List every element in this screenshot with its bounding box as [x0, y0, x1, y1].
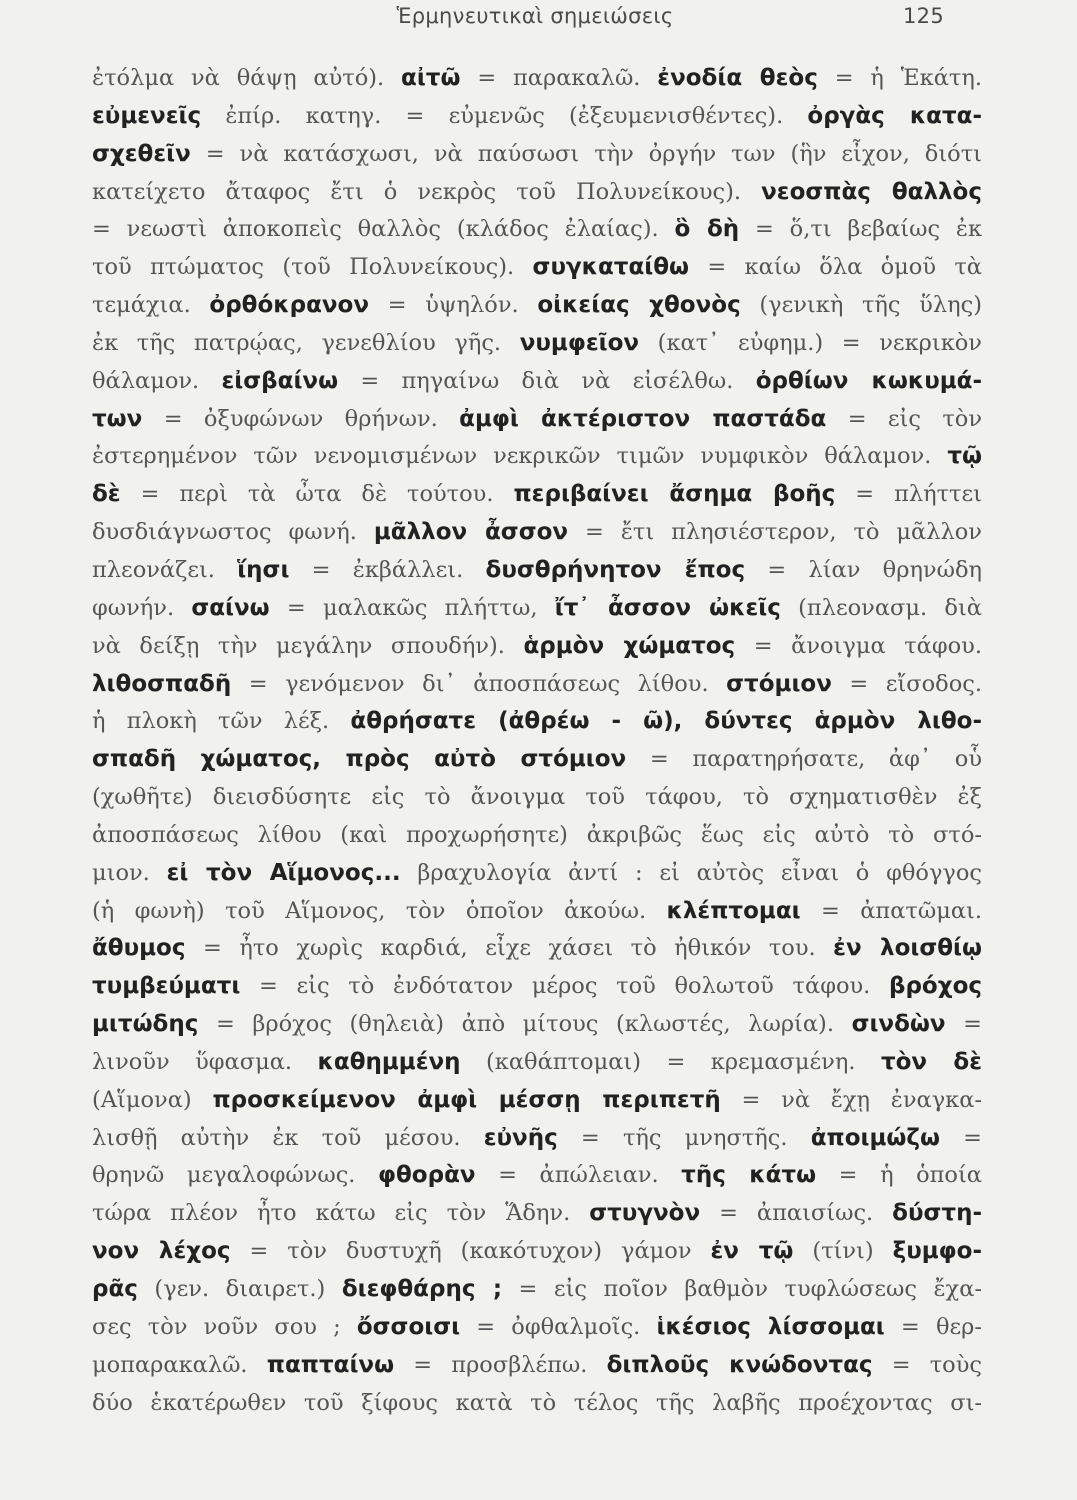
lemma: εἰσβαίνω — [221, 367, 339, 394]
gloss-text: = προσβλέπω. — [394, 1351, 607, 1378]
gloss-text: = παρακαλῶ. — [460, 65, 658, 91]
gloss-text: θάλαμον. — [92, 367, 222, 394]
gloss-text: = τοὺς — [872, 1351, 982, 1378]
text-line — [92, 363, 982, 401]
gloss-text: θρηνῶ μεγαλοφώνως. — [92, 1162, 379, 1189]
gloss-text: = εἰς τὸν — [826, 405, 982, 432]
text-line — [92, 1233, 982, 1271]
lemma: νυμφεῖον — [519, 329, 640, 356]
text-line — [92, 211, 982, 249]
page-number: 125 — [903, 4, 944, 28]
lemma: εὐμενεῖς — [92, 102, 202, 129]
lemma: ἵησι — [237, 556, 290, 583]
lemma: οἰκείας χθονὸς — [537, 292, 741, 319]
gloss-text: = — [945, 1011, 982, 1038]
gloss-text: = λίαν θρηνώδη — [745, 556, 982, 583]
lemma: ὀργὰς κατα- — [807, 102, 982, 129]
lemma: δὲ — [92, 481, 121, 508]
text-line — [92, 98, 982, 136]
gloss-text: = εἴσοδος. — [831, 670, 982, 697]
gloss-text: = τῆς μνηστῆς. — [557, 1124, 811, 1151]
text-line — [92, 1044, 982, 1082]
commentary-text — [92, 60, 982, 1422]
lemma: νεοσπὰς θαλλὸς — [761, 178, 982, 205]
lemma: τὸν δὲ — [880, 1048, 982, 1075]
lemma: δυσθρήνητον ἔπος — [485, 556, 746, 583]
lemma: ἄθυμος — [92, 935, 186, 962]
gloss-text: (πλεονασμ. διὰ — [780, 594, 982, 621]
text-line — [92, 1347, 982, 1385]
lemma: βρόχος — [889, 973, 982, 1000]
gloss-text: τοῦ πτώματος (τοῦ Πολυνείκους). — [92, 254, 533, 281]
lemma: αἰτῶ — [401, 65, 461, 91]
text-line — [92, 60, 982, 98]
gloss-text: = πλήττει — [835, 481, 982, 508]
lemma: ὀρθίων κωκυμά- — [755, 367, 982, 394]
text-line — [92, 590, 982, 628]
text-line — [92, 666, 982, 704]
gloss-text: = γενόμενον δι᾽ ἀποσπάσεως λίθου. — [231, 670, 727, 697]
text-line — [92, 930, 982, 968]
gloss-text: ἐστερημένον τῶν νενομισμένων νεκρικῶν τιμῶν νυμφικὸν θάλαμον. — [92, 443, 948, 470]
text-line — [92, 174, 982, 212]
text-line — [92, 1309, 982, 1347]
lemma: εὐνῆς — [483, 1124, 558, 1151]
gloss-text: βραχυλογία ἀντί : εἰ αὐτὸς εἶναι ὁ φθόγγος — [400, 859, 982, 886]
lemma: μιτώδης — [92, 1011, 199, 1038]
gloss-text: τεμάχια. — [92, 292, 210, 319]
gloss-text: (Αἵμονα) — [92, 1086, 213, 1113]
gloss-text: = νεωστὶ ἀποκοπεὶς θαλλὸς (κλάδος ἐλαίας). — [92, 216, 675, 243]
gloss-text: ἀποσπάσεως λίθου (καὶ προχωρήσητε) ἀκριβῶς ἕως εἰς αὐτὸ τὸ στό- — [92, 821, 982, 848]
gloss-text: πλεονάζει. — [92, 556, 238, 583]
text-line — [92, 249, 982, 287]
lemma: νον λέχος — [92, 1238, 231, 1265]
lemma: ρᾶς — [92, 1276, 138, 1302]
text-line — [92, 741, 982, 779]
gloss-text: ἐπίρ. κατηγ. = εὐμενῶς (ἐξευμενισθέντες). — [201, 102, 808, 129]
text-line — [92, 1120, 982, 1158]
gloss-text: φωνήν. — [92, 594, 192, 621]
gloss-text: λινοῦν ὕφασμα. — [92, 1048, 318, 1075]
gloss-text: λισθῇ αὐτὴν ἐκ τοῦ μέσου. — [92, 1124, 484, 1151]
lemma: λιθοσπαδῆ — [92, 670, 232, 697]
gloss-text: ἡ πλοκὴ τῶν λέξ. — [92, 708, 351, 735]
lemma: κλέπτομαι — [666, 897, 801, 924]
gloss-text: = ὅ,τι βεβαίως ἐκ — [739, 216, 982, 243]
lemma: ἱκέσιος λίσσομαι — [656, 1313, 885, 1340]
lemma: των — [92, 405, 143, 432]
gloss-text: μοπαρακαλῶ. — [92, 1351, 267, 1378]
gloss-text: = τὸν δυστυχῆ (κακότυχον) γάμον — [230, 1238, 711, 1265]
lemma: διπλοῦς κνώδοντας — [606, 1351, 873, 1378]
text-line — [92, 1082, 982, 1120]
gloss-text: δύο ἑκατέρωθεν τοῦ ξίφους κατὰ τὸ τέλος τῆς λαβῆς προέχοντας σι- — [92, 1389, 982, 1416]
lemma: ὃ δὴ — [674, 216, 740, 243]
text-line — [92, 855, 982, 893]
lemma: ἀθρήσατε (ἀθρέω - ῶ), δύντες ἁρμὸν λιθο- — [350, 708, 982, 735]
gloss-text: σες τὸν νοῦν σου ; — [92, 1313, 357, 1340]
running-header — [90, 4, 980, 44]
gloss-text: = ἡ ὁποία — [816, 1162, 982, 1189]
gloss-text: (χωθῆτε) διεισδύσητε εἰς τὸ ἄνοιγμα τοῦ τάφου, τὸ σχηματισθὲν ἐξ — [92, 784, 982, 811]
lemma: ἴτ᾽ ἆσσον ὠκεῖς — [554, 594, 781, 621]
gloss-text: = παρατηρήσατε, ἀφ᾽ οὗ — [626, 746, 982, 773]
running-title: Ἑρμηνευτικαὶ σημειώσεις — [396, 4, 674, 28]
lemma: ἐν τῷ — [710, 1238, 794, 1265]
lemma: ὄσσοισι — [356, 1313, 461, 1340]
gloss-text: νὰ δείξῃ τὴν μεγάλην σπουδήν). — [92, 632, 524, 659]
gloss-text: δυσδιάγνωστος φωνή. — [92, 519, 374, 546]
gloss-text: (κατ᾽ εὐφημ.) = νεκρικὸν — [639, 329, 982, 356]
lemma: εἰ τὸν Αἵμονος... — [166, 859, 401, 886]
gloss-text: = βρόχος (θηλειὰ) ἀπὸ μίτους (κλωστές, λωρία). — [198, 1011, 852, 1038]
text-line — [92, 438, 982, 476]
gloss-text: = εἰς τὸ ἐνδότατον μέρος τοῦ θολωτοῦ τάφου. — [240, 973, 889, 1000]
text-line — [92, 1157, 982, 1195]
gloss-text: = ἀπώλειαν. — [475, 1162, 682, 1189]
gloss-text: ἐτόλμα νὰ θάψῃ αὐτό). — [92, 65, 402, 91]
gloss-text: = ἦτο χωρὶς καρδιά, εἶχε χάσει τὸ ἠθικόν του. — [185, 935, 834, 962]
lemma: μᾶλλον ἆσσον — [373, 519, 569, 546]
gloss-text: = νὰ κατάσχωσι, νὰ παύσωσι τὴν ὀργήν των (ἣν εἶχον, διότι — [190, 140, 982, 167]
lemma: ἀμφὶ ἀκτέριστον παστάδα — [459, 405, 827, 432]
gloss-text: = ὀφθαλμοῖς. — [460, 1313, 657, 1340]
text-line — [92, 817, 982, 855]
lemma: σχεθεῖν — [92, 140, 191, 167]
lemma: στόμιον — [726, 670, 832, 697]
gloss-text: (γενικὴ τῆς ὕλης) — [740, 292, 982, 319]
text-line — [92, 779, 982, 817]
lemma: σπαδῆ χώματος, πρὸς αὐτὸ στόμιον — [92, 746, 627, 773]
text-line — [92, 1385, 982, 1423]
text-line — [92, 136, 982, 174]
lemma: ἐνοδία θεὸς — [657, 65, 818, 91]
gloss-text: = ὀξυφώνων θρήνων. — [142, 405, 460, 432]
lemma: συγκαταίθω — [532, 254, 690, 281]
text-line — [92, 552, 982, 590]
gloss-text: κατείχετο ἄταφος ἔτι ὁ νεκρὸς τοῦ Πολυνείκους). — [92, 178, 762, 205]
lemma: ὀρθόκρανον — [209, 292, 370, 319]
gloss-text: τώρα πλέον ἦτο κάτω εἰς τὸν Ἅδην. — [92, 1200, 590, 1227]
gloss-text: = πηγαίνω διὰ νὰ εἰσέλθω. — [338, 367, 756, 394]
gloss-text: = μαλακῶς πλήττω, — [269, 594, 555, 621]
text-line — [92, 1006, 982, 1044]
gloss-text: = εἰς ποῖον βαθμὸν τυφλώσεως ἔχα- — [502, 1276, 982, 1302]
gloss-text: (τίνι) — [793, 1238, 893, 1265]
gloss-text: = ἀπαισίως. — [700, 1200, 893, 1227]
lemma: ἀποιμώζω — [810, 1124, 940, 1151]
lemma: προσκείμενον ἀμφὶ μέσσῃ περιπετῆ — [212, 1086, 721, 1113]
gloss-text: (γεν. διαιρετ.) — [137, 1276, 342, 1302]
lemma: τυμβεύματι — [92, 973, 241, 1000]
gloss-text: = ἀπατῶμαι. — [800, 897, 982, 924]
text-line — [92, 703, 982, 741]
text-line — [92, 1195, 982, 1233]
text-line — [92, 968, 982, 1006]
lemma: διεφθάρης ; — [341, 1276, 503, 1302]
gloss-text: = ἔτι πλησιέστερον, τὸ μᾶλλον — [568, 519, 982, 546]
text-line — [92, 401, 982, 439]
lemma: ἐν λοισθίῳ — [833, 935, 982, 962]
lemma: περιβαίνει ἄσημα βοῆς — [513, 481, 836, 508]
gloss-text: μιον. — [92, 859, 167, 886]
lemma: παπταίνω — [266, 1351, 395, 1378]
lemma: στυγνὸν — [589, 1200, 701, 1227]
lemma: τῷ — [947, 443, 982, 470]
lemma: σαίνω — [191, 594, 270, 621]
gloss-text: = καίω ὅλα ὁμοῦ τὰ — [689, 254, 982, 281]
lemma: δύστη- — [892, 1200, 982, 1227]
text-line — [92, 476, 982, 514]
lemma: καθημμένη — [317, 1048, 461, 1075]
gloss-text: = περὶ τὰ ὦτα δὲ τούτου. — [120, 481, 514, 508]
gloss-text: (ἡ φωνὴ) τοῦ Αἵμονος, τὸν ὁποῖον ἀκούω. — [92, 897, 667, 924]
text-line — [92, 628, 982, 666]
lemma: ἁρμὸν χώματος — [523, 632, 736, 659]
text-line — [92, 514, 982, 552]
gloss-text: = ὑψηλόν. — [369, 292, 538, 319]
gloss-text: (καθάπτομαι) = κρεμασμένη. — [460, 1048, 881, 1075]
text-line — [92, 325, 982, 363]
gloss-text: = — [939, 1124, 982, 1151]
gloss-text: = ἄνοιγμα τάφου. — [735, 632, 982, 659]
gloss-text: = ἡ Ἑκάτη. — [817, 65, 982, 91]
text-line — [92, 287, 982, 325]
lemma: ξυμφο- — [892, 1238, 982, 1265]
text-line — [92, 893, 982, 931]
gloss-text: = θερ- — [884, 1313, 982, 1340]
lemma: φθορὰν — [378, 1162, 476, 1189]
text-line — [92, 1271, 982, 1309]
gloss-text: = νὰ ἔχῃ ἐναγκα- — [720, 1086, 982, 1113]
lemma: σινδὼν — [851, 1011, 946, 1038]
gloss-text: ἐκ τῆς πατρῴας, γενεθλίου γῆς. — [92, 329, 520, 356]
gloss-text: = ἐκβάλλει. — [289, 556, 486, 583]
lemma: τῆς κάτω — [681, 1162, 817, 1189]
